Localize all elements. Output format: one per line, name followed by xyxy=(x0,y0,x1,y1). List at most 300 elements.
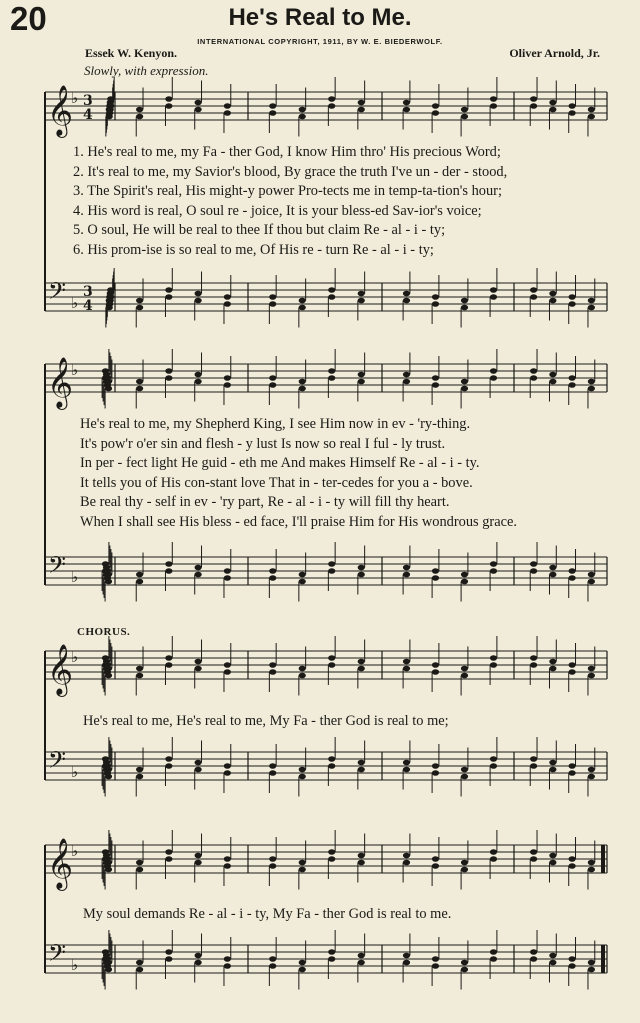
note-head xyxy=(269,863,276,869)
note-head xyxy=(461,967,468,973)
note-head xyxy=(136,579,143,585)
note-head xyxy=(549,860,556,866)
note-head xyxy=(403,960,410,966)
note-head xyxy=(569,662,576,668)
key-signature-flat: ♭ xyxy=(71,648,79,666)
note-head xyxy=(224,662,231,668)
verse-line: 6. His prom-ise is so real to me, Of His re - turn Re - al - i - ty; xyxy=(73,241,434,258)
note-head xyxy=(588,960,595,966)
note-head xyxy=(549,379,556,385)
note-head xyxy=(490,949,497,955)
note-head xyxy=(358,666,365,672)
note-head xyxy=(165,368,172,374)
note-head xyxy=(136,107,143,113)
note-head xyxy=(269,575,276,581)
note-head xyxy=(106,107,113,113)
note-head xyxy=(432,963,439,969)
note-head xyxy=(195,291,202,297)
note-head xyxy=(569,382,576,388)
note-head xyxy=(136,860,143,866)
note-head xyxy=(432,110,439,116)
note-head xyxy=(136,298,143,304)
note-head xyxy=(403,372,410,378)
note-head xyxy=(299,960,306,966)
note-head xyxy=(588,967,595,973)
note-head xyxy=(432,575,439,581)
verse-line: 2. It's real to me, my Savior's blood, By grace the truth I've un - der - stood, xyxy=(73,163,508,180)
note-head xyxy=(195,372,202,378)
note-head xyxy=(588,107,595,113)
note-head xyxy=(549,960,556,966)
note-head xyxy=(224,669,231,675)
note-head xyxy=(328,294,335,300)
note-head xyxy=(105,767,112,773)
note-head xyxy=(195,853,202,859)
note-head xyxy=(403,860,410,866)
note-head xyxy=(328,949,335,955)
note-head xyxy=(461,386,468,392)
note-head xyxy=(490,763,497,769)
note-head xyxy=(269,956,276,962)
note-head xyxy=(490,756,497,762)
note-head xyxy=(269,770,276,776)
note-head xyxy=(105,673,112,679)
note-head xyxy=(530,375,537,381)
note-head xyxy=(358,291,365,297)
note-head xyxy=(224,856,231,862)
note-head xyxy=(224,375,231,381)
note-head xyxy=(461,579,468,585)
note-head xyxy=(530,655,537,661)
note-head xyxy=(299,673,306,679)
hymn-title: He's Real to Me. xyxy=(228,4,412,31)
note-head xyxy=(490,96,497,102)
verse-line: In per - fect light He guid - eth me And makes Himself Re - al - i - ty. xyxy=(80,455,480,472)
note-head xyxy=(299,774,306,780)
note-head xyxy=(358,659,365,665)
note-head xyxy=(530,849,537,855)
note-head xyxy=(549,767,556,773)
key-signature-flat: ♭ xyxy=(71,842,79,860)
note-head xyxy=(136,960,143,966)
note-head xyxy=(549,100,556,106)
note-head xyxy=(569,110,576,116)
note-head xyxy=(106,305,113,311)
note-head xyxy=(165,856,172,862)
note-head xyxy=(432,956,439,962)
note-head xyxy=(195,960,202,966)
note-head xyxy=(105,666,112,672)
note-head xyxy=(461,572,468,578)
note-head xyxy=(461,774,468,780)
note-head xyxy=(195,107,202,113)
note-head xyxy=(461,107,468,113)
note-head xyxy=(432,770,439,776)
note-head xyxy=(105,774,112,780)
note-head xyxy=(299,967,306,973)
note-head xyxy=(165,568,172,574)
note-head xyxy=(136,572,143,578)
note-head xyxy=(328,568,335,574)
note-head xyxy=(549,565,556,571)
note-head xyxy=(490,294,497,300)
note-head xyxy=(224,575,231,581)
note-head xyxy=(530,756,537,762)
note-head xyxy=(136,867,143,873)
note-head xyxy=(432,382,439,388)
note-head xyxy=(224,103,231,109)
note-head xyxy=(490,368,497,374)
note-head xyxy=(432,568,439,574)
note-head xyxy=(358,372,365,378)
note-head xyxy=(588,386,595,392)
note-head xyxy=(195,953,202,959)
note-head xyxy=(588,673,595,679)
note-head xyxy=(328,103,335,109)
note-head xyxy=(224,863,231,869)
note-head xyxy=(269,110,276,116)
note-head xyxy=(269,375,276,381)
note-head xyxy=(432,863,439,869)
note-head xyxy=(432,669,439,675)
note-head xyxy=(165,103,172,109)
note-head xyxy=(358,953,365,959)
note-head xyxy=(165,662,172,668)
note-head xyxy=(588,767,595,773)
time-signature-top: 3 xyxy=(83,284,93,300)
note-head xyxy=(328,662,335,668)
time-signature-bottom: 4 xyxy=(83,298,93,314)
note-head xyxy=(224,956,231,962)
key-signature-flat: ♭ xyxy=(71,568,79,586)
time-signature-top: 3 xyxy=(83,93,93,109)
note-head xyxy=(195,760,202,766)
note-head xyxy=(106,114,113,120)
note-head xyxy=(403,659,410,665)
note-head xyxy=(403,953,410,959)
note-head xyxy=(549,853,556,859)
note-head xyxy=(195,860,202,866)
note-head xyxy=(165,375,172,381)
verse-line: Be real thy - self in ev - 'ry part, Re - al - i - ty will fill thy heart. xyxy=(80,494,450,511)
note-head xyxy=(165,956,172,962)
note-head xyxy=(432,763,439,769)
note-head xyxy=(195,659,202,665)
note-head xyxy=(299,579,306,585)
note-head xyxy=(588,298,595,304)
chorus-line-2: My soul demands Re - al - i - ty, My Fa - ther God is real to me. xyxy=(83,906,452,922)
lyricist-credit: Essek W. Kenyon. xyxy=(85,46,178,60)
note-head xyxy=(530,568,537,574)
note-head xyxy=(549,298,556,304)
note-head xyxy=(588,774,595,780)
note-head xyxy=(358,767,365,773)
note-head xyxy=(461,673,468,679)
note-head xyxy=(299,298,306,304)
composer-credit: Oliver Arnold, Jr. xyxy=(509,46,600,60)
note-head xyxy=(299,767,306,773)
note-head xyxy=(588,666,595,672)
note-head xyxy=(195,666,202,672)
note-head xyxy=(569,301,576,307)
verse-line: He's real to me, my Shepherd King, I see Him now in ev - 'ry-thing. xyxy=(80,416,471,432)
note-head xyxy=(165,287,172,293)
note-head xyxy=(530,949,537,955)
key-signature-flat: ♭ xyxy=(71,956,79,974)
verse-line: 1. He's real to me, my Fa - ther God, I know Him thro' His precious Word; xyxy=(73,144,501,160)
chorus-line-1: He's real to me, He's real to me, My Fa - ther God is real to me; xyxy=(83,713,449,729)
note-head xyxy=(461,960,468,966)
note-head xyxy=(269,856,276,862)
note-head xyxy=(461,114,468,120)
tempo-marking: Slowly, with expression. xyxy=(84,63,209,78)
note-head xyxy=(490,375,497,381)
note-head xyxy=(569,294,576,300)
note-head xyxy=(403,100,410,106)
note-head xyxy=(269,763,276,769)
note-head xyxy=(569,669,576,675)
note-head xyxy=(136,386,143,392)
note-head xyxy=(432,103,439,109)
note-head xyxy=(358,565,365,571)
verse-line: It's pow'r o'er sin and flesh - y lust Is now so real I ful - ly trust. xyxy=(80,435,446,452)
note-head xyxy=(328,368,335,374)
note-head xyxy=(358,860,365,866)
note-head xyxy=(105,572,112,578)
note-head xyxy=(328,287,335,293)
note-head xyxy=(136,967,143,973)
key-signature-flat: ♭ xyxy=(71,361,79,379)
note-head xyxy=(358,960,365,966)
note-head xyxy=(403,298,410,304)
note-head xyxy=(165,96,172,102)
note-head xyxy=(530,956,537,962)
note-head xyxy=(299,305,306,311)
note-head xyxy=(136,666,143,672)
note-head xyxy=(299,860,306,866)
treble-clef: 𝄞 xyxy=(47,85,74,136)
verse-line: When I shall see His bless - ed face, I'll praise Him for His wondrous grace. xyxy=(80,513,517,530)
note-head xyxy=(461,666,468,672)
treble-clef: 𝄞 xyxy=(47,838,74,889)
note-head xyxy=(549,572,556,578)
note-head xyxy=(549,760,556,766)
note-head xyxy=(224,294,231,300)
note-head xyxy=(269,669,276,675)
note-head xyxy=(569,568,576,574)
note-head xyxy=(588,379,595,385)
note-head xyxy=(549,659,556,665)
note-head xyxy=(432,662,439,668)
note-head xyxy=(530,856,537,862)
note-head xyxy=(328,375,335,381)
note-head xyxy=(299,666,306,672)
note-head xyxy=(432,856,439,862)
note-head xyxy=(358,298,365,304)
note-head xyxy=(403,572,410,578)
verse-line: It tells you of His con-stant love That in - ter-cedes for you a - bove. xyxy=(80,474,473,491)
note-head xyxy=(165,756,172,762)
note-head xyxy=(269,103,276,109)
note-head xyxy=(530,294,537,300)
note-head xyxy=(224,301,231,307)
note-head xyxy=(461,767,468,773)
note-head xyxy=(165,849,172,855)
note-head xyxy=(569,856,576,862)
verse-block-2 xyxy=(80,415,517,533)
note-head xyxy=(569,956,576,962)
note-head xyxy=(549,666,556,672)
note-head xyxy=(461,867,468,873)
note-head xyxy=(358,107,365,113)
note-head xyxy=(403,666,410,672)
note-head xyxy=(269,294,276,300)
note-head xyxy=(569,770,576,776)
note-head xyxy=(136,673,143,679)
note-head xyxy=(403,760,410,766)
note-head xyxy=(195,379,202,385)
note-head xyxy=(136,767,143,773)
note-head xyxy=(299,867,306,873)
note-head xyxy=(195,572,202,578)
note-head xyxy=(569,763,576,769)
note-head xyxy=(490,655,497,661)
note-head xyxy=(588,305,595,311)
note-head xyxy=(105,860,112,866)
note-head xyxy=(358,760,365,766)
note-head xyxy=(461,305,468,311)
note-head xyxy=(136,379,143,385)
verse-line: 4. His word is real, O soul re - joice, It is your bless-ed Sav-ior's voice; xyxy=(73,202,482,219)
note-head xyxy=(105,379,112,385)
note-head xyxy=(195,767,202,773)
note-head xyxy=(358,100,365,106)
note-head xyxy=(299,107,306,113)
note-head xyxy=(328,956,335,962)
note-head xyxy=(490,662,497,668)
note-head xyxy=(530,103,537,109)
note-head xyxy=(490,103,497,109)
note-head xyxy=(224,963,231,969)
note-head xyxy=(569,863,576,869)
note-head xyxy=(105,579,112,585)
note-head xyxy=(328,655,335,661)
note-head xyxy=(461,379,468,385)
note-head xyxy=(569,375,576,381)
note-head xyxy=(588,867,595,873)
note-head xyxy=(195,565,202,571)
note-head xyxy=(358,572,365,578)
note-head xyxy=(328,561,335,567)
note-head xyxy=(328,856,335,862)
note-head xyxy=(490,561,497,567)
note-head xyxy=(403,379,410,385)
key-signature-flat: ♭ xyxy=(71,294,79,312)
note-head xyxy=(461,860,468,866)
bass-clef: 𝄢 xyxy=(48,939,67,972)
note-head xyxy=(403,291,410,297)
note-head xyxy=(403,565,410,571)
note-head xyxy=(569,963,576,969)
note-head xyxy=(549,291,556,297)
note-head xyxy=(106,298,113,304)
verse-line: 5. O soul, He will be real to thee If thou but claim Re - al - i - ty; xyxy=(73,222,446,239)
note-head xyxy=(105,867,112,873)
key-signature-flat: ♭ xyxy=(71,763,79,781)
time-signature-bottom: 4 xyxy=(83,107,93,123)
note-head xyxy=(269,963,276,969)
note-head xyxy=(105,386,112,392)
treble-clef: 𝄞 xyxy=(47,357,74,408)
bass-clef: 𝄢 xyxy=(48,277,67,310)
note-head xyxy=(105,960,112,966)
key-signature-flat: ♭ xyxy=(71,89,79,107)
note-head xyxy=(461,298,468,304)
note-head xyxy=(358,853,365,859)
note-head xyxy=(432,375,439,381)
verse-line: 3. The Spirit's real, His might-y power Pro-tects me in temp-ta-tion's hour; xyxy=(73,183,502,200)
note-head xyxy=(269,301,276,307)
note-head xyxy=(569,103,576,109)
note-head xyxy=(328,849,335,855)
note-head xyxy=(165,294,172,300)
treble-clef: 𝄞 xyxy=(47,644,74,695)
note-head xyxy=(165,763,172,769)
note-head xyxy=(299,379,306,385)
note-head xyxy=(224,763,231,769)
note-head xyxy=(224,110,231,116)
note-head xyxy=(165,655,172,661)
verse-block-1 xyxy=(73,143,507,261)
note-head xyxy=(403,107,410,113)
note-head xyxy=(165,949,172,955)
note-head xyxy=(328,763,335,769)
note-head xyxy=(530,662,537,668)
note-head xyxy=(165,561,172,567)
note-head xyxy=(328,96,335,102)
note-head xyxy=(224,568,231,574)
note-head xyxy=(588,579,595,585)
note-head xyxy=(490,287,497,293)
chorus-label: CHORUS. xyxy=(77,626,131,638)
note-head xyxy=(490,856,497,862)
note-head xyxy=(530,763,537,769)
note-head xyxy=(403,853,410,859)
note-head xyxy=(224,382,231,388)
note-head xyxy=(224,770,231,776)
note-head xyxy=(490,956,497,962)
bass-clef: 𝄢 xyxy=(48,551,67,584)
note-head xyxy=(530,96,537,102)
note-head xyxy=(195,100,202,106)
note-head xyxy=(490,568,497,574)
note-head xyxy=(549,953,556,959)
note-head xyxy=(136,305,143,311)
note-head xyxy=(549,107,556,113)
note-head xyxy=(299,114,306,120)
note-head xyxy=(530,287,537,293)
note-head xyxy=(530,561,537,567)
note-head xyxy=(432,301,439,307)
hymn-number: 20 xyxy=(10,0,47,37)
note-head xyxy=(136,774,143,780)
note-head xyxy=(105,967,112,973)
note-head xyxy=(588,572,595,578)
note-head xyxy=(403,767,410,773)
note-head xyxy=(588,860,595,866)
note-head xyxy=(269,662,276,668)
note-head xyxy=(490,849,497,855)
